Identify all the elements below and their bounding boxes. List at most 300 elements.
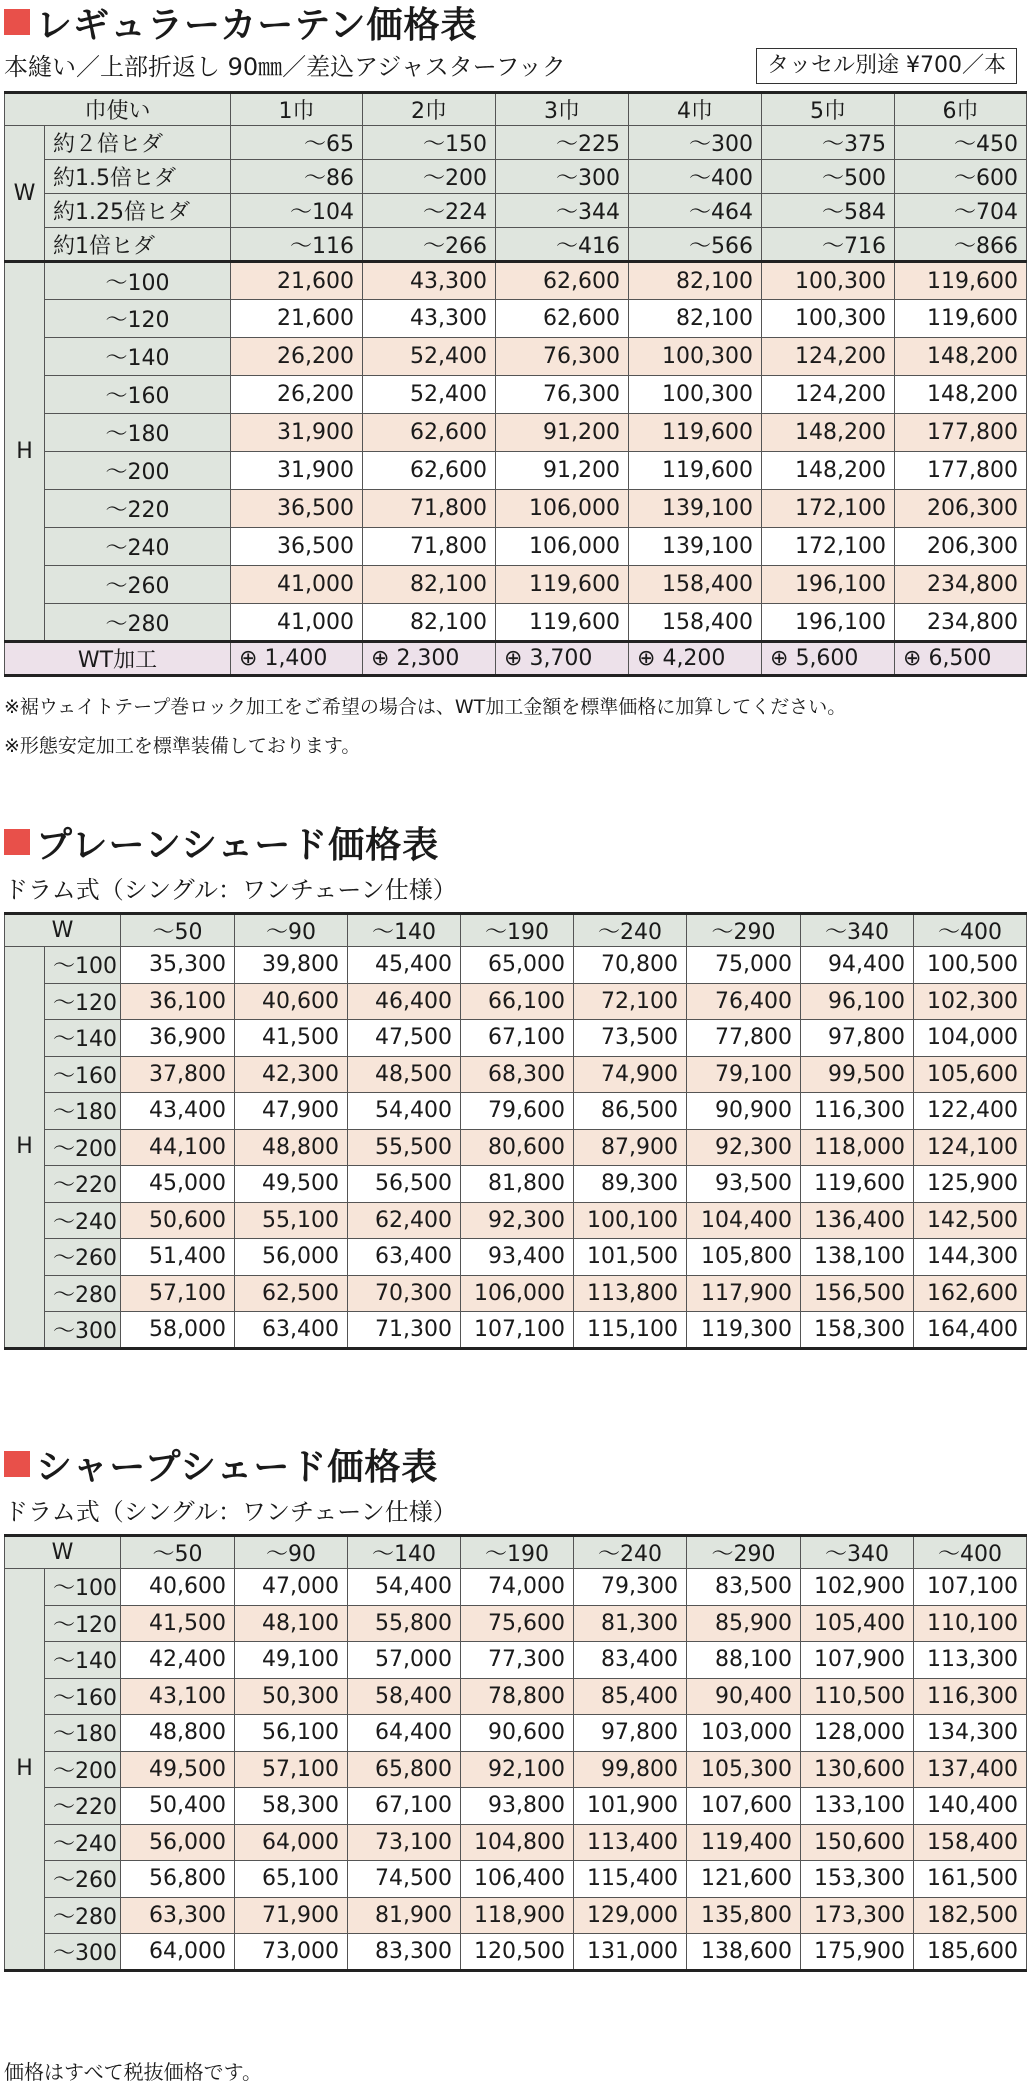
price-cell: 70,300 [348,1275,461,1312]
h-axis-label: H [5,262,45,642]
plain-price-table [4,912,1027,1350]
price-cell: 158,300 [801,1312,914,1349]
price-cell: 76,400 [687,983,801,1020]
price-cell: 100,100 [574,1202,687,1239]
h-row-label: ～280 [45,1275,121,1312]
price-cell: 44,100 [121,1129,235,1166]
price-cell: 83,500 [687,1569,801,1606]
price-cell: 75,000 [687,947,801,984]
sharp-price-table [4,1534,1027,1972]
w-axis-label: W [5,126,45,262]
w-row-label: 約1.25倍ヒダ [45,194,231,228]
price-cell: 106,000 [461,1275,574,1312]
price-cell: 142,500 [914,1202,1027,1239]
price-cell: 107,100 [461,1312,574,1349]
price-cell: 116,300 [914,1678,1027,1715]
wt-cell: ⊕ 4,200 [629,642,762,676]
wt-label: WT加工 [5,642,231,676]
price-cell: 148,200 [762,452,895,490]
h-row-label: ～280 [45,1897,121,1934]
h-row-label: ～200 [45,1751,121,1788]
corner-header: 巾使い [5,93,231,126]
price-cell: 177,800 [895,414,1027,452]
price-cell: 64,000 [235,1824,348,1861]
price-cell: 91,200 [496,452,629,490]
form-stability-note: ※形態安定加工を標準装備しております。 [4,735,361,757]
column-header: ～190 [461,914,574,947]
price-cell: 89,300 [574,1166,687,1203]
price-cell: 119,400 [687,1824,801,1861]
price-cell: 125,900 [914,1166,1027,1203]
price-cell: 206,300 [895,490,1027,528]
price-cell: 26,200 [231,338,363,376]
w-cell: ～86 [231,160,363,194]
price-cell: 110,100 [914,1605,1027,1642]
column-header: 2巾 [363,93,496,126]
price-cell: 106,000 [496,490,629,528]
price-cell: 71,900 [235,1897,348,1934]
column-header: ～140 [348,914,461,947]
h-row-label: ～120 [45,300,231,338]
price-cell: 62,500 [235,1275,348,1312]
price-cell: 37,800 [121,1056,235,1093]
price-cell: 104,000 [914,1020,1027,1057]
price-cell: 65,100 [235,1861,348,1898]
w-cell: ～450 [895,126,1027,160]
h-row-label: ～180 [45,1093,121,1130]
price-cell: 55,500 [348,1129,461,1166]
w-cell: ～716 [762,228,895,262]
h-row-label: ～240 [45,1202,121,1239]
w-row [5,228,1027,262]
h-row [5,1897,1027,1934]
price-cell: 58,400 [348,1678,461,1715]
price-cell: 72,100 [574,983,687,1020]
h-row-label: ～240 [45,1824,121,1861]
price-cell: 82,100 [629,300,762,338]
price-cell: 148,200 [895,376,1027,414]
price-cell: 57,000 [348,1642,461,1679]
price-cell: 128,000 [801,1715,914,1752]
price-cell: 101,500 [574,1239,687,1276]
price-cell: 129,000 [574,1897,687,1934]
price-cell: 77,800 [687,1020,801,1057]
price-cell: 172,100 [762,490,895,528]
h-row-label: ～280 [45,604,231,642]
h-row [5,1569,1027,1606]
h-row-label: ～220 [45,1166,121,1203]
price-cell: 36,900 [121,1020,235,1057]
price-cell: 86,500 [574,1093,687,1130]
h-row-label: ～100 [45,1569,121,1606]
price-cell: 54,400 [348,1093,461,1130]
column-header: 4巾 [629,93,762,126]
price-cell: 153,300 [801,1861,914,1898]
price-cell: 75,600 [461,1605,574,1642]
price-cell: 107,900 [801,1642,914,1679]
price-cell: 196,100 [762,566,895,604]
price-cell: 45,400 [348,947,461,984]
w-cell: ～300 [629,126,762,160]
h-row [5,566,1027,604]
price-cell: 85,900 [687,1605,801,1642]
price-cell: 124,200 [762,376,895,414]
h-row [5,1788,1027,1825]
price-cell: 93,400 [461,1239,574,1276]
h-row-label: ～160 [45,1056,121,1093]
h-row [5,262,1027,300]
price-cell: 83,300 [348,1934,461,1971]
price-cell: 100,300 [629,376,762,414]
price-cell: 94,400 [801,947,914,984]
column-header: ～50 [121,1536,235,1569]
price-cell: 48,800 [121,1715,235,1752]
column-header: ～400 [914,914,1027,947]
price-cell: 67,100 [461,1020,574,1057]
price-cell: 56,000 [235,1239,348,1276]
price-cell: 158,400 [629,604,762,642]
price-cell: 71,300 [348,1312,461,1349]
regular-title-text: レギュラーカーテン価格表 [36,4,478,46]
w-cell: ～266 [363,228,496,262]
tassel-note: タッセル別途 ¥700／本 [756,48,1017,84]
price-cell: 103,000 [687,1715,801,1752]
w-cell: ～375 [762,126,895,160]
price-cell: 102,900 [801,1569,914,1606]
price-cell: 83,400 [574,1642,687,1679]
w-cell: ～416 [496,228,629,262]
column-header: 3巾 [496,93,629,126]
price-cell: 105,800 [687,1239,801,1276]
price-cell: 88,100 [687,1642,801,1679]
wt-cell: ⊕ 3,700 [496,642,629,676]
plain-title-text: プレーンシェード価格表 [36,824,440,866]
column-header: ～290 [687,914,801,947]
sharp-title-text: シャープシェード価格表 [36,1446,439,1488]
price-cell: 104,400 [687,1202,801,1239]
h-row-label: ～260 [45,1239,121,1276]
h-row [5,1166,1027,1203]
column-header: ～140 [348,1536,461,1569]
price-cell: 92,100 [461,1751,574,1788]
price-cell: 99,800 [574,1751,687,1788]
price-cell: 55,100 [235,1202,348,1239]
price-cell: 234,800 [895,604,1027,642]
price-cell: 47,500 [348,1020,461,1057]
price-cell: 119,600 [801,1166,914,1203]
price-cell: 64,000 [121,1934,235,1971]
price-cell: 50,600 [121,1202,235,1239]
price-cell: 121,600 [687,1861,801,1898]
h-row [5,1312,1027,1349]
title-marker-icon [4,829,30,855]
price-cell: 81,800 [461,1166,574,1203]
price-cell: 96,100 [801,983,914,1020]
price-cell: 158,400 [629,566,762,604]
wt-cell: ⊕ 1,400 [231,642,363,676]
price-cell: 136,400 [801,1202,914,1239]
h-row [5,414,1027,452]
price-cell: 43,300 [363,262,496,300]
wt-cell: ⊕ 2,300 [363,642,496,676]
price-cell: 81,900 [348,1897,461,1934]
price-cell: 133,100 [801,1788,914,1825]
w-cell: ～224 [363,194,496,228]
price-cell: 91,200 [496,414,629,452]
price-cell: 135,800 [687,1897,801,1934]
price-cell: 79,600 [461,1093,574,1130]
price-cell: 85,400 [574,1678,687,1715]
price-cell: 51,400 [121,1239,235,1276]
price-cell: 79,300 [574,1569,687,1606]
price-cell: 173,300 [801,1897,914,1934]
price-cell: 90,400 [687,1678,801,1715]
regular-price-table [4,91,1027,677]
w-cell: ～65 [231,126,363,160]
h-row-label: ～160 [45,1678,121,1715]
w-cell: ～500 [762,160,895,194]
price-cell: 56,800 [121,1861,235,1898]
column-header: 1巾 [231,93,363,126]
price-cell: 107,100 [914,1569,1027,1606]
price-cell: 63,300 [121,1897,235,1934]
price-cell: 48,800 [235,1129,348,1166]
price-cell: 97,800 [801,1020,914,1057]
price-cell: 68,300 [461,1056,574,1093]
h-row-label: ～120 [45,1605,121,1642]
price-cell: 119,600 [496,566,629,604]
price-cell: 41,000 [231,566,363,604]
price-cell: 66,100 [461,983,574,1020]
price-cell: 31,900 [231,452,363,490]
price-cell: 21,600 [231,262,363,300]
w-cell: ～225 [496,126,629,160]
h-row-label: ～100 [45,262,231,300]
price-cell: 172,100 [762,528,895,566]
price-cell: 138,100 [801,1239,914,1276]
price-cell: 120,500 [461,1934,574,1971]
h-row [5,338,1027,376]
column-header-row [5,914,1027,947]
column-header: ～190 [461,1536,574,1569]
column-header: ～90 [235,914,348,947]
regular-subtitle: 本縫い／上部折返し 90㎜／差込アジャスターフック [4,53,566,81]
h-row-label: ～220 [45,490,231,528]
h-row [5,604,1027,642]
h-row [5,300,1027,338]
price-cell: 93,800 [461,1788,574,1825]
price-cell: 93,500 [687,1166,801,1203]
h-row [5,1020,1027,1057]
price-cell: 56,000 [121,1824,235,1861]
price-cell: 148,200 [762,414,895,452]
price-cell: 47,900 [235,1093,348,1130]
price-cell: 73,000 [235,1934,348,1971]
price-cell: 79,100 [687,1056,801,1093]
price-cell: 134,300 [914,1715,1027,1752]
h-row-label: ～260 [45,566,231,604]
price-cell: 196,100 [762,604,895,642]
plain-subtitle: ドラム式（シングル：ワンチェーン仕様） [4,876,457,904]
h-row [5,1275,1027,1312]
price-cell: 73,100 [348,1824,461,1861]
price-cell: 117,900 [687,1275,801,1312]
price-cell: 70,800 [574,947,687,984]
price-cell: 40,600 [235,983,348,1020]
price-cell: 107,600 [687,1788,801,1825]
h-row [5,1202,1027,1239]
price-cell: 130,600 [801,1751,914,1788]
price-cell: 74,000 [461,1569,574,1606]
sharp-subtitle: ドラム式（シングル：ワンチェーン仕様） [4,1498,457,1526]
price-cell: 105,400 [801,1605,914,1642]
w-row-label: 約２倍ヒダ [45,126,231,160]
h-row-label: ～100 [45,947,121,984]
price-cell: 82,100 [363,604,496,642]
h-row [5,1861,1027,1898]
h-row-label: ～180 [45,414,231,452]
price-cell: 45,000 [121,1166,235,1203]
w-cell: ～566 [629,228,762,262]
price-cell: 139,100 [629,528,762,566]
price-cell: 115,400 [574,1861,687,1898]
price-cell: 58,000 [121,1312,235,1349]
price-cell: 26,200 [231,376,363,414]
price-cell: 182,500 [914,1897,1027,1934]
price-cell: 35,300 [121,947,235,984]
price-cell: 73,500 [574,1020,687,1057]
price-cell: 41,000 [231,604,363,642]
plain-title [4,820,439,864]
h-row-label: ～180 [45,1715,121,1752]
h-row-label: ～200 [45,1129,121,1166]
price-cell: 100,300 [762,300,895,338]
price-cell: 101,900 [574,1788,687,1825]
price-cell: 56,500 [348,1166,461,1203]
price-cell: 41,500 [121,1605,235,1642]
price-cell: 36,500 [231,528,363,566]
column-header: 5巾 [762,93,895,126]
wt-cell: ⊕ 5,600 [762,642,895,676]
h-row [5,1239,1027,1276]
h-axis-label: H [5,1569,45,1971]
price-cell: 124,200 [762,338,895,376]
price-cell: 40,600 [121,1569,235,1606]
w-row [5,126,1027,160]
price-cell: 62,600 [496,262,629,300]
price-cell: 77,300 [461,1642,574,1679]
price-cell: 122,400 [914,1093,1027,1130]
price-cell: 82,100 [363,566,496,604]
price-cell: 48,500 [348,1056,461,1093]
price-cell: 92,300 [461,1202,574,1239]
price-cell: 57,100 [235,1751,348,1788]
column-header-row [5,1536,1027,1569]
price-cell: 78,800 [461,1678,574,1715]
h-row-label: ～200 [45,452,231,490]
price-cell: 206,300 [895,528,1027,566]
price-cell: 137,400 [914,1751,1027,1788]
h-row-label: ～300 [45,1312,121,1349]
price-cell: 21,600 [231,300,363,338]
h-axis-label: H [5,947,45,1349]
w-cell: ～344 [496,194,629,228]
price-cell: 164,400 [914,1312,1027,1349]
price-cell: 49,500 [121,1751,235,1788]
price-cell: 105,300 [687,1751,801,1788]
price-cell: 234,800 [895,566,1027,604]
w-row [5,160,1027,194]
h-row [5,947,1027,984]
column-header: ～240 [574,914,687,947]
price-cell: 50,300 [235,1678,348,1715]
price-cell: 175,900 [801,1934,914,1971]
h-row [5,1129,1027,1166]
price-cell: 119,600 [629,414,762,452]
price-cell: 76,300 [496,376,629,414]
h-row [5,452,1027,490]
column-header: ～90 [235,1536,348,1569]
w-cell: ～866 [895,228,1027,262]
h-row-label: ～160 [45,376,231,414]
h-row [5,1715,1027,1752]
w-cell: ～300 [496,160,629,194]
price-cell: 31,900 [231,414,363,452]
price-cell: 65,000 [461,947,574,984]
price-cell: 36,500 [231,490,363,528]
h-row-label: ～120 [45,983,121,1020]
price-cell: 90,600 [461,1715,574,1752]
title-marker-icon [4,9,30,35]
price-cell: 97,800 [574,1715,687,1752]
price-cell: 119,600 [895,300,1027,338]
column-header: ～240 [574,1536,687,1569]
price-cell: 119,600 [496,604,629,642]
w-cell: ～104 [231,194,363,228]
price-cell: 87,900 [574,1129,687,1166]
price-cell: 138,600 [687,1934,801,1971]
price-cell: 57,100 [121,1275,235,1312]
price-cell: 49,100 [235,1642,348,1679]
h-row [5,983,1027,1020]
h-row [5,1678,1027,1715]
w-cell: ～464 [629,194,762,228]
w-axis-header: W [5,1536,121,1569]
h-row-label: ～140 [45,1642,121,1679]
price-cell: 113,800 [574,1275,687,1312]
w-cell: ～704 [895,194,1027,228]
price-cell: 49,500 [235,1166,348,1203]
h-row [5,1056,1027,1093]
h-row [5,1824,1027,1861]
price-cell: 62,400 [348,1202,461,1239]
wt-cell: ⊕ 6,500 [895,642,1027,676]
h-row [5,1934,1027,1971]
price-cell: 41,500 [235,1020,348,1057]
price-cell: 71,800 [363,490,496,528]
price-cell: 118,900 [461,1897,574,1934]
price-cell: 158,400 [914,1824,1027,1861]
h-row [5,376,1027,414]
price-cell: 113,300 [914,1642,1027,1679]
price-cell: 90,900 [687,1093,801,1130]
price-cell: 115,100 [574,1312,687,1349]
price-cell: 144,300 [914,1239,1027,1276]
price-cell: 48,100 [235,1605,348,1642]
h-row-label: ～260 [45,1861,121,1898]
price-cell: 140,400 [914,1788,1027,1825]
price-cell: 177,800 [895,452,1027,490]
